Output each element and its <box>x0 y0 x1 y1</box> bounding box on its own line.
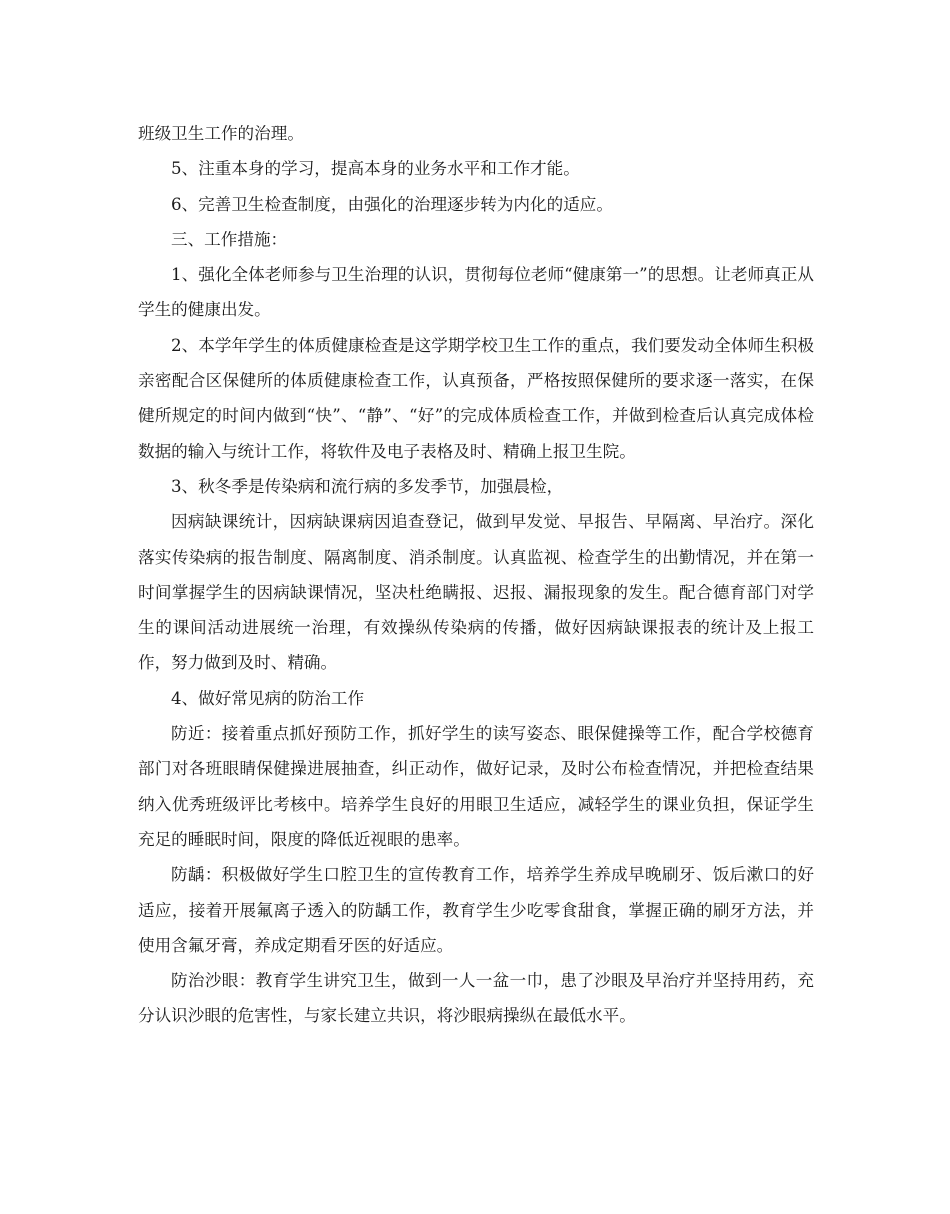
paragraph: 防龋：积极做好学生口腔卫生的宣传教育工作，培养学生养成早晚刷牙、饭后漱口的好适应，接着开展氟离子透入的防龋工作，教育学生少吃零食甜食，掌握正确的刷牙方法，并使用含氟牙膏，养成定期看牙医的好适应。 <box>138 865 814 955</box>
paragraph: 5、注重本身的学习，提高本身的业务水平和工作才能。 <box>171 159 580 179</box>
paragraph: 3、秋冬季是传染病和流行病的多发季节，加强晨检， <box>171 476 564 496</box>
paragraph: 6、完善卫生检查制度，由强化的治理逐步转为内化的适应。 <box>171 194 613 214</box>
section-heading: 三、工作措施： <box>171 229 288 249</box>
paragraph: 2、本学年学生的体质健康检查是这学期学校卫生工作的重点，我们要发动全体师生积极亲密配合区保健所的体质健康检查工作，认真预备，严格按照保健所的要求逐一落实，在保健所规定的时间内做到“快”、“静”、“好”的完成体质检查工作，并做到检查后认真完成体检数据的输入与统计工作，将软件及电子表格及时、精确上报卫生院。 <box>138 335 814 461</box>
paragraph: 4、做好常见病的防治工作 <box>171 688 365 708</box>
paragraph: 1、强化全体老师参与卫生治理的认识，贯彻每位老师“健康第一”的思想。让老师真正从学生的健康出发。 <box>138 265 814 320</box>
paragraph: 防近：接着重点抓好预防工作，抓好学生的读写姿态、眼保健操等工作，配合学校德育部门对各班眼睛保健操进展抽查，纠正动作，做好记录，及时公布检查情况，并把检查结果纳入优秀班级评比考核中。培养学生良好的用眼卫生适应，减轻学生的课业负担，保证学生充足的睡眠时间，限度的降低近视眼的患率。 <box>138 724 814 849</box>
paragraph: 防治沙眼：教育学生讲究卫生，做到一人一盆一巾，患了沙眼及早治疗并坚持用药，充分认识沙眼的危害性，与家长建立共识，将沙眼病操纵在最低水平。 <box>138 971 814 1026</box>
document-body <box>138 116 814 1034</box>
paragraph: 班级卫生工作的治理。 <box>138 124 304 143</box>
paragraph: 因病缺课统计，因病缺课病因追查登记，做到早发觉、早报告、早隔离、早治疗。深化落实传染病的报告制度、隔离制度、消杀制度。认真监视、检查学生的出勤情况，并在第一时间掌握学生的因病缺课情况，坚决杜绝瞒报、迟报、漏报现象的发生。配合德育部门对学生的课间活动进展统一治理，有效操纵传染病的传播，做好因病缺课报表的统计及上报工作，努力做到及时、精确。 <box>138 512 814 673</box>
